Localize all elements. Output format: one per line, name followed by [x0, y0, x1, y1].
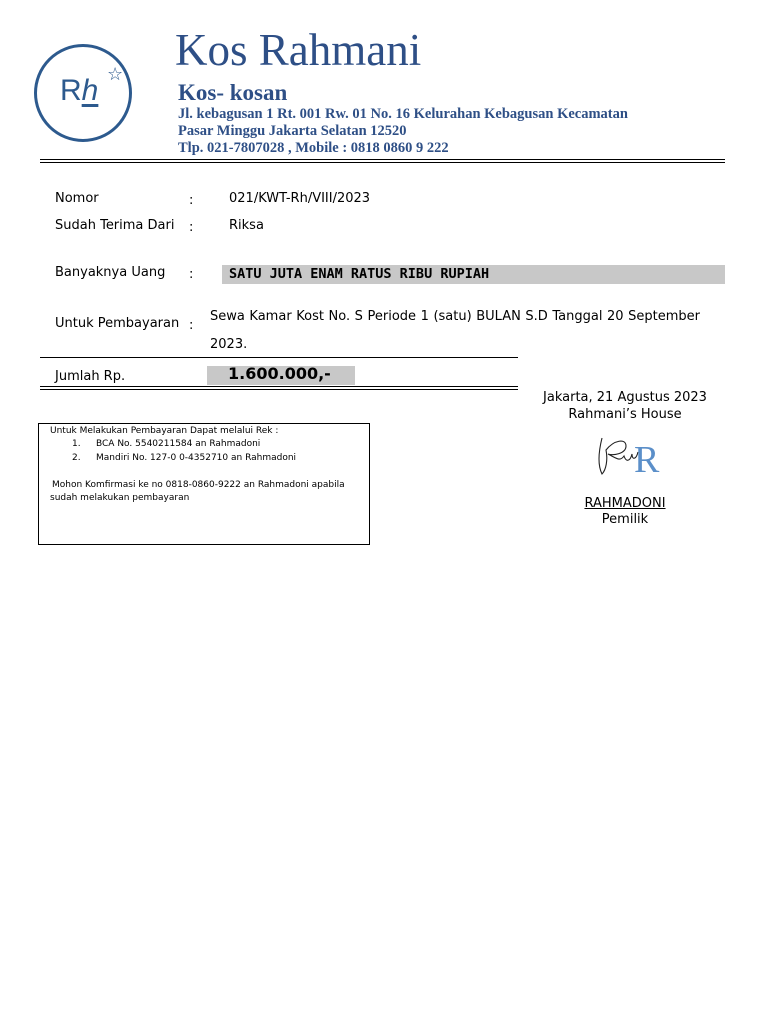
signature-stroke [599, 438, 638, 474]
purpose-label: Untuk Pembayaran [55, 316, 180, 331]
number-label: Nomor [55, 191, 99, 206]
account-mandiri: Mandiri No. 127-0 0-4352710 an Rahmadoni [96, 453, 297, 463]
number-colon: : [189, 193, 194, 208]
address-line-1: Jl. kebagusan 1 Rt. 001 Rw. 01 No. 16 Kelurahan Kebagusan Kecamatan [178, 106, 628, 122]
received-from-value: Riksa [229, 218, 264, 233]
confirmation-note-line-1: Mohon Komfirmasi ke no 0818-0860-9222 an Rahmadoni apabila [52, 480, 345, 490]
header-divider-top [40, 159, 725, 160]
account-number-2: 2. [72, 453, 81, 463]
account-bca: BCA No. 5540211584 an Rahmadoni [96, 439, 261, 449]
signature-mark-letter: R [634, 439, 660, 480]
amount-words-value: SATU JUTA ENAM RATUS RIBU RUPIAH [229, 266, 490, 282]
company-name: Kos Rahmani [175, 25, 422, 75]
signature-image [596, 432, 672, 480]
received-from-label: Sudah Terima Dari [55, 218, 175, 233]
company-subtitle: Kos- kosan [178, 80, 288, 105]
amount-words-colon: : [189, 267, 194, 282]
house-name: Rahmani’s House [568, 407, 682, 422]
signer-name-wrap [505, 496, 745, 511]
amount-words-label: Banyaknya Uang [55, 265, 166, 280]
total-label: Jumlah Rp. [55, 369, 126, 384]
account-number-1: 1. [72, 439, 81, 449]
received-from-colon: : [189, 220, 194, 235]
total-divider-bottom-1 [40, 386, 518, 387]
total-value: 1.600.000,- [228, 364, 331, 383]
total-divider-top [40, 357, 518, 358]
logo-letter-h: h [81, 74, 99, 107]
place-date: Jakarta, 21 Agustus 2023 [543, 390, 707, 405]
header-divider-bottom [40, 162, 725, 163]
payment-title: Untuk Melakukan Pembayaran Dapat melalui Rek : [50, 426, 279, 436]
phone-line: Tlp. 021-7807028 , Mobile : 0818 0860 9 222 [178, 140, 449, 156]
address-line-2: Pasar Minggu Jakarta Selatan 12520 [178, 123, 407, 139]
confirmation-note-line-2: sudah melakukan pembayaran [50, 493, 190, 503]
signer-role: Pemilik [601, 512, 649, 527]
total-divider-bottom-2 [40, 389, 518, 390]
number-value: 021/KWT-Rh/VIII/2023 [229, 191, 371, 206]
purpose-value: Sewa Kamar Kost No. S Periode 1 (satu) BULAN S.D Tanggal 20 September 2023. [210, 309, 700, 352]
logo-monogram [60, 74, 98, 108]
purpose-colon: : [189, 318, 194, 333]
signer-name: RAHMADONI [584, 496, 666, 511]
logo-letter-r: R [60, 74, 82, 107]
star-icon: ☆ [107, 64, 124, 85]
